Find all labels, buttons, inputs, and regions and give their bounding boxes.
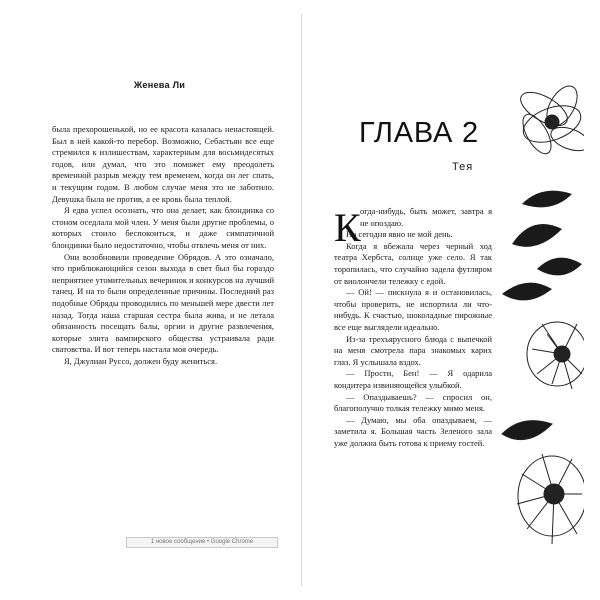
- first-paragraph: огда-нибудь, быть может, завтра я не опоздаю.: [360, 206, 492, 228]
- left-body-text: [52, 124, 274, 367]
- paragraph: была прехорошенькой, но ее красота казалась ненастоящей. Был в ней какой-то перебор. Возможно, Себастьян все еще стремился к излишествам, характерным для восьмидесятых годов, или думал, что это поможет ему преодолеть временной разрыв между тем временем, когда он лег спать, и текущим годом. В любом случае меня это не заботило. Девушка была не против, а ее кровь была теплой.: [52, 124, 274, 204]
- paragraph: — Опаздываешь? — спросил он, благополучно толкая тележку мимо меня.: [334, 391, 492, 414]
- book-spread: [18, 14, 584, 586]
- chapter-subtitle: Тея: [452, 161, 474, 173]
- right-page: [302, 14, 584, 586]
- floral-illustration: [482, 54, 584, 554]
- paragraph: — Прости, Бен! — Я одарила кондитера извиняющейся улыбкой.: [334, 368, 492, 390]
- running-head-author: Женева Ли: [133, 80, 186, 90]
- right-body-text: [334, 206, 492, 449]
- paragraph: Из-за трехъярусного блюда с выпечкой на меня смотрела пара знакомых карих глаз. Я услышала вздох.: [334, 333, 492, 367]
- flower-top-icon: [515, 81, 584, 158]
- chapter-title: ГЛАВА 2: [359, 117, 479, 149]
- drop-cap: К: [334, 205, 361, 250]
- paragraph: Когда я вбежала через черный ход театра Хербста, солнце уже село. Я так торопилась, что случайно задела футляром от виолончели тележку с едой.: [334, 240, 492, 286]
- notification-bar[interactable]: 1 новое сообщение • Google Chrome: [126, 537, 278, 548]
- paragraph: Но сегодня явно не мой день.: [346, 229, 453, 240]
- flower-bottom-icon: [502, 421, 584, 544]
- paragraph: Я едва успел осознать, что она делает, как блондинка со стоном оседлала мой член. У меня были другие проблемы, о которых стоило беспокоиться, и даже симпатичной блондинки было недостаточно, чтобы отвлечь меня от них.: [52, 205, 274, 250]
- left-page: [18, 14, 302, 586]
- flower-middle-icon: [527, 322, 584, 389]
- paragraph: — Ой! — пискнула я и остановилась, чтобы проверить, не испортила ли что-нибудь. К счастью, шоколадные пирожные все еще выглядели идеально.: [334, 287, 492, 332]
- leaves-icon: [502, 191, 582, 301]
- paragraph: — Думаю, мы оба опаздываем, — заметила я. Большая часть Зеленого зала уже должна быть готова к приему гостей.: [334, 414, 492, 448]
- paragraph: Я, Джулиан Руссо, должен буду жениться.: [64, 355, 218, 366]
- paragraph: Они возобновили проведение Обрядов. А это означало, что приближающийся сезон выхода в свет был бы гораздо неприятнее утомительных вечеринок и конкурсов на лучший танец. И на то были определенные причины. Последний раз подобные Обряды проводились по меньшей мере двести лет назад. Тогда наша старшая сестра была жива, и не летала обязанность посещать балы, оргии и другие развлечения, которые элита вампирского общества устраивала ради сватовства. И вот теперь настала моя очередь.: [52, 251, 274, 355]
